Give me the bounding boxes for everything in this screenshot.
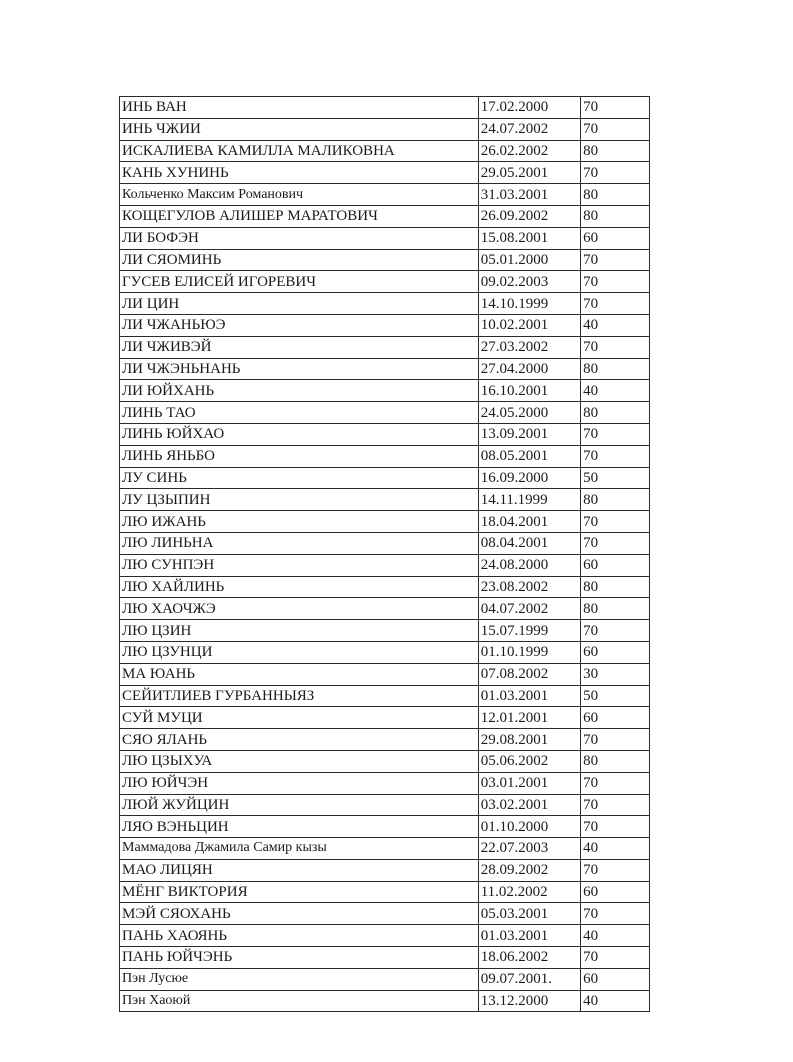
table-row [120,271,650,293]
birth-date-cell: 24.07.2002 [478,118,580,140]
birth-date-cell: 03.01.2001 [478,772,580,794]
table-row [120,663,650,685]
student-name-cell: МА ЮАНЬ [120,663,479,685]
score-cell: 80 [581,205,650,227]
table-row [120,97,650,119]
table-row [120,380,650,402]
table-row [120,162,650,184]
student-name-cell: ЛЮ ЮЙЧЭН [120,772,479,794]
score-cell: 70 [581,511,650,533]
student-name-cell: ГУСЕВ ЕЛИСЕЙ ИГОРЕВИЧ [120,271,479,293]
birth-date-cell: 27.04.2000 [478,358,580,380]
score-cell: 80 [581,598,650,620]
student-name-cell: ЛУ ЦЗЫПИН [120,489,479,511]
score-cell: 50 [581,685,650,707]
table-row [120,859,650,881]
score-cell: 70 [581,97,650,119]
table-row [120,358,650,380]
score-cell: 70 [581,903,650,925]
score-cell: 30 [581,663,650,685]
score-cell: 60 [581,641,650,663]
score-cell: 70 [581,532,650,554]
table-row [120,990,650,1012]
student-name-cell: ЛИ ЦИН [120,293,479,315]
score-cell: 40 [581,380,650,402]
student-name-cell: ЛИНЬ ТАО [120,402,479,424]
birth-date-cell: 22.07.2003 [478,838,580,860]
table-row [120,227,650,249]
birth-date-cell: 04.07.2002 [478,598,580,620]
birth-date-cell: 14.10.1999 [478,293,580,315]
birth-date-cell: 05.03.2001 [478,903,580,925]
student-name-cell: СЕЙИТЛИЕВ ГУРБАННЫЯЗ [120,685,479,707]
table-row [120,293,650,315]
student-name-cell: МЭЙ СЯОХАНЬ [120,903,479,925]
score-cell: 80 [581,184,650,206]
birth-date-cell: 29.08.2001 [478,729,580,751]
table-row [120,445,650,467]
student-name-cell: ЛИ БОФЭН [120,227,479,249]
student-name-cell: Пэн Хаоюй [120,990,479,1012]
score-cell: 60 [581,881,650,903]
score-cell: 40 [581,314,650,336]
score-cell: 40 [581,925,650,947]
score-cell: 80 [581,358,650,380]
student-name-cell: СЯО ЯЛАНЬ [120,729,479,751]
table-row [120,947,650,969]
birth-date-cell: 29.05.2001 [478,162,580,184]
score-cell: 80 [581,402,650,424]
score-cell: 70 [581,423,650,445]
score-cell: 70 [581,859,650,881]
birth-date-cell: 08.04.2001 [478,532,580,554]
student-name-cell: ЛИ ЮЙХАНЬ [120,380,479,402]
birth-date-cell: 18.04.2001 [478,511,580,533]
student-name-cell: ПАНЬ ЮЙЧЭНЬ [120,947,479,969]
score-cell: 70 [581,445,650,467]
table-row [120,750,650,772]
birth-date-cell: 05.01.2000 [478,249,580,271]
student-name-cell: ИНЬ ВАН [120,97,479,119]
student-name-cell: КОЩЕГУЛОВ АЛИШЕР МАРАТОВИЧ [120,205,479,227]
score-cell: 40 [581,990,650,1012]
table-row [120,489,650,511]
student-name-cell: ИСКАЛИЕВА КАМИЛЛА МАЛИКОВНА [120,140,479,162]
table-row [120,249,650,271]
score-cell: 80 [581,140,650,162]
table-row [120,314,650,336]
table-row [120,184,650,206]
birth-date-cell: 10.02.2001 [478,314,580,336]
student-name-cell: ЛИНЬ ЯНЬБО [120,445,479,467]
birth-date-cell: 07.08.2002 [478,663,580,685]
table-body [120,97,650,1012]
table-row [120,554,650,576]
table-row [120,402,650,424]
birth-date-cell: 17.02.2000 [478,97,580,119]
birth-date-cell: 01.10.2000 [478,816,580,838]
score-cell: 70 [581,947,650,969]
table-row [120,576,650,598]
birth-date-cell: 18.06.2002 [478,947,580,969]
score-cell: 50 [581,467,650,489]
birth-date-cell: 01.03.2001 [478,685,580,707]
student-name-cell: ИНЬ ЧЖИИ [120,118,479,140]
birth-date-cell: 01.10.1999 [478,641,580,663]
score-cell: 80 [581,489,650,511]
student-name-cell: Пэн Лусюе [120,968,479,990]
table-row [120,598,650,620]
student-name-cell: ЛЮ СУНПЭН [120,554,479,576]
birth-date-cell: 05.06.2002 [478,750,580,772]
table-row [120,118,650,140]
student-name-cell: СУЙ МУЦИ [120,707,479,729]
student-name-cell: ЛЮ ХАЙЛИНЬ [120,576,479,598]
birth-date-cell: 23.08.2002 [478,576,580,598]
table-row [120,968,650,990]
birth-date-cell: 24.08.2000 [478,554,580,576]
student-name-cell: ЛИ ЧЖАНЬЮЭ [120,314,479,336]
table-row [120,620,650,642]
table-row [120,903,650,925]
score-cell: 80 [581,750,650,772]
birth-date-cell: 16.09.2000 [478,467,580,489]
student-name-cell: ЛЮЙ ЖУЙЦИН [120,794,479,816]
score-cell: 60 [581,554,650,576]
birth-date-cell: 15.07.1999 [478,620,580,642]
student-table [119,96,650,1012]
score-cell: 70 [581,293,650,315]
student-name-cell: ЛЮ ЦЗЫХУА [120,750,479,772]
score-cell: 70 [581,816,650,838]
table-row [120,816,650,838]
table-row [120,772,650,794]
score-cell: 70 [581,249,650,271]
table-row [120,707,650,729]
score-cell: 60 [581,707,650,729]
table-row [120,729,650,751]
student-name-cell: ЛИ ЧЖИВЭЙ [120,336,479,358]
student-name-cell: ЛЮ ХАОЧЖЭ [120,598,479,620]
student-name-cell: Кольченко Максим Романович [120,184,479,206]
birth-date-cell: 24.05.2000 [478,402,580,424]
table-row [120,467,650,489]
student-name-cell: КАНЬ ХУНИНЬ [120,162,479,184]
birth-date-cell: 03.02.2001 [478,794,580,816]
table-row [120,881,650,903]
score-cell: 40 [581,838,650,860]
student-name-cell: ЛУ СИНЬ [120,467,479,489]
birth-date-cell: 09.07.2001. [478,968,580,990]
table-row [120,641,650,663]
student-name-cell: МЁНГ ВИКТОРИЯ [120,881,479,903]
student-name-cell: ЛЮ ЦЗИН [120,620,479,642]
birth-date-cell: 15.08.2001 [478,227,580,249]
table-row [120,925,650,947]
birth-date-cell: 31.03.2001 [478,184,580,206]
birth-date-cell: 14.11.1999 [478,489,580,511]
student-name-cell: ПАНЬ ХАОЯНЬ [120,925,479,947]
birth-date-cell: 01.03.2001 [478,925,580,947]
birth-date-cell: 12.01.2001 [478,707,580,729]
birth-date-cell: 27.03.2002 [478,336,580,358]
birth-date-cell: 13.12.2000 [478,990,580,1012]
birth-date-cell: 26.02.2002 [478,140,580,162]
student-name-cell: Маммадова Джамила Самир кызы [120,838,479,860]
score-cell: 70 [581,772,650,794]
student-name-cell: ЛЮ ИЖАНЬ [120,511,479,533]
birth-date-cell: 13.09.2001 [478,423,580,445]
table-row [120,140,650,162]
score-cell: 70 [581,336,650,358]
score-cell: 70 [581,162,650,184]
student-name-cell: ЛИНЬ ЮЙХАО [120,423,479,445]
student-name-cell: ЛЮ ЦЗУНЦИ [120,641,479,663]
birth-date-cell: 11.02.2002 [478,881,580,903]
table-row [120,205,650,227]
score-cell: 80 [581,576,650,598]
student-name-cell: ЛЯО ВЭНЬЦИН [120,816,479,838]
score-cell: 70 [581,118,650,140]
score-cell: 70 [581,794,650,816]
student-name-cell: ЛИ СЯОМИНЬ [120,249,479,271]
table-row [120,685,650,707]
student-name-cell: ЛИ ЧЖЭНЬНАНЬ [120,358,479,380]
student-name-cell: ЛЮ ЛИНЬНА [120,532,479,554]
score-cell: 70 [581,271,650,293]
birth-date-cell: 09.02.2003 [478,271,580,293]
score-cell: 60 [581,968,650,990]
table-row [120,532,650,554]
score-cell: 70 [581,620,650,642]
student-name-cell: МАО ЛИЦЯН [120,859,479,881]
birth-date-cell: 08.05.2001 [478,445,580,467]
score-cell: 60 [581,227,650,249]
score-cell: 70 [581,729,650,751]
birth-date-cell: 26.09.2002 [478,205,580,227]
birth-date-cell: 28.09.2002 [478,859,580,881]
table-row [120,511,650,533]
table-row [120,838,650,860]
birth-date-cell: 16.10.2001 [478,380,580,402]
table-row [120,336,650,358]
table-row [120,423,650,445]
table-row [120,794,650,816]
